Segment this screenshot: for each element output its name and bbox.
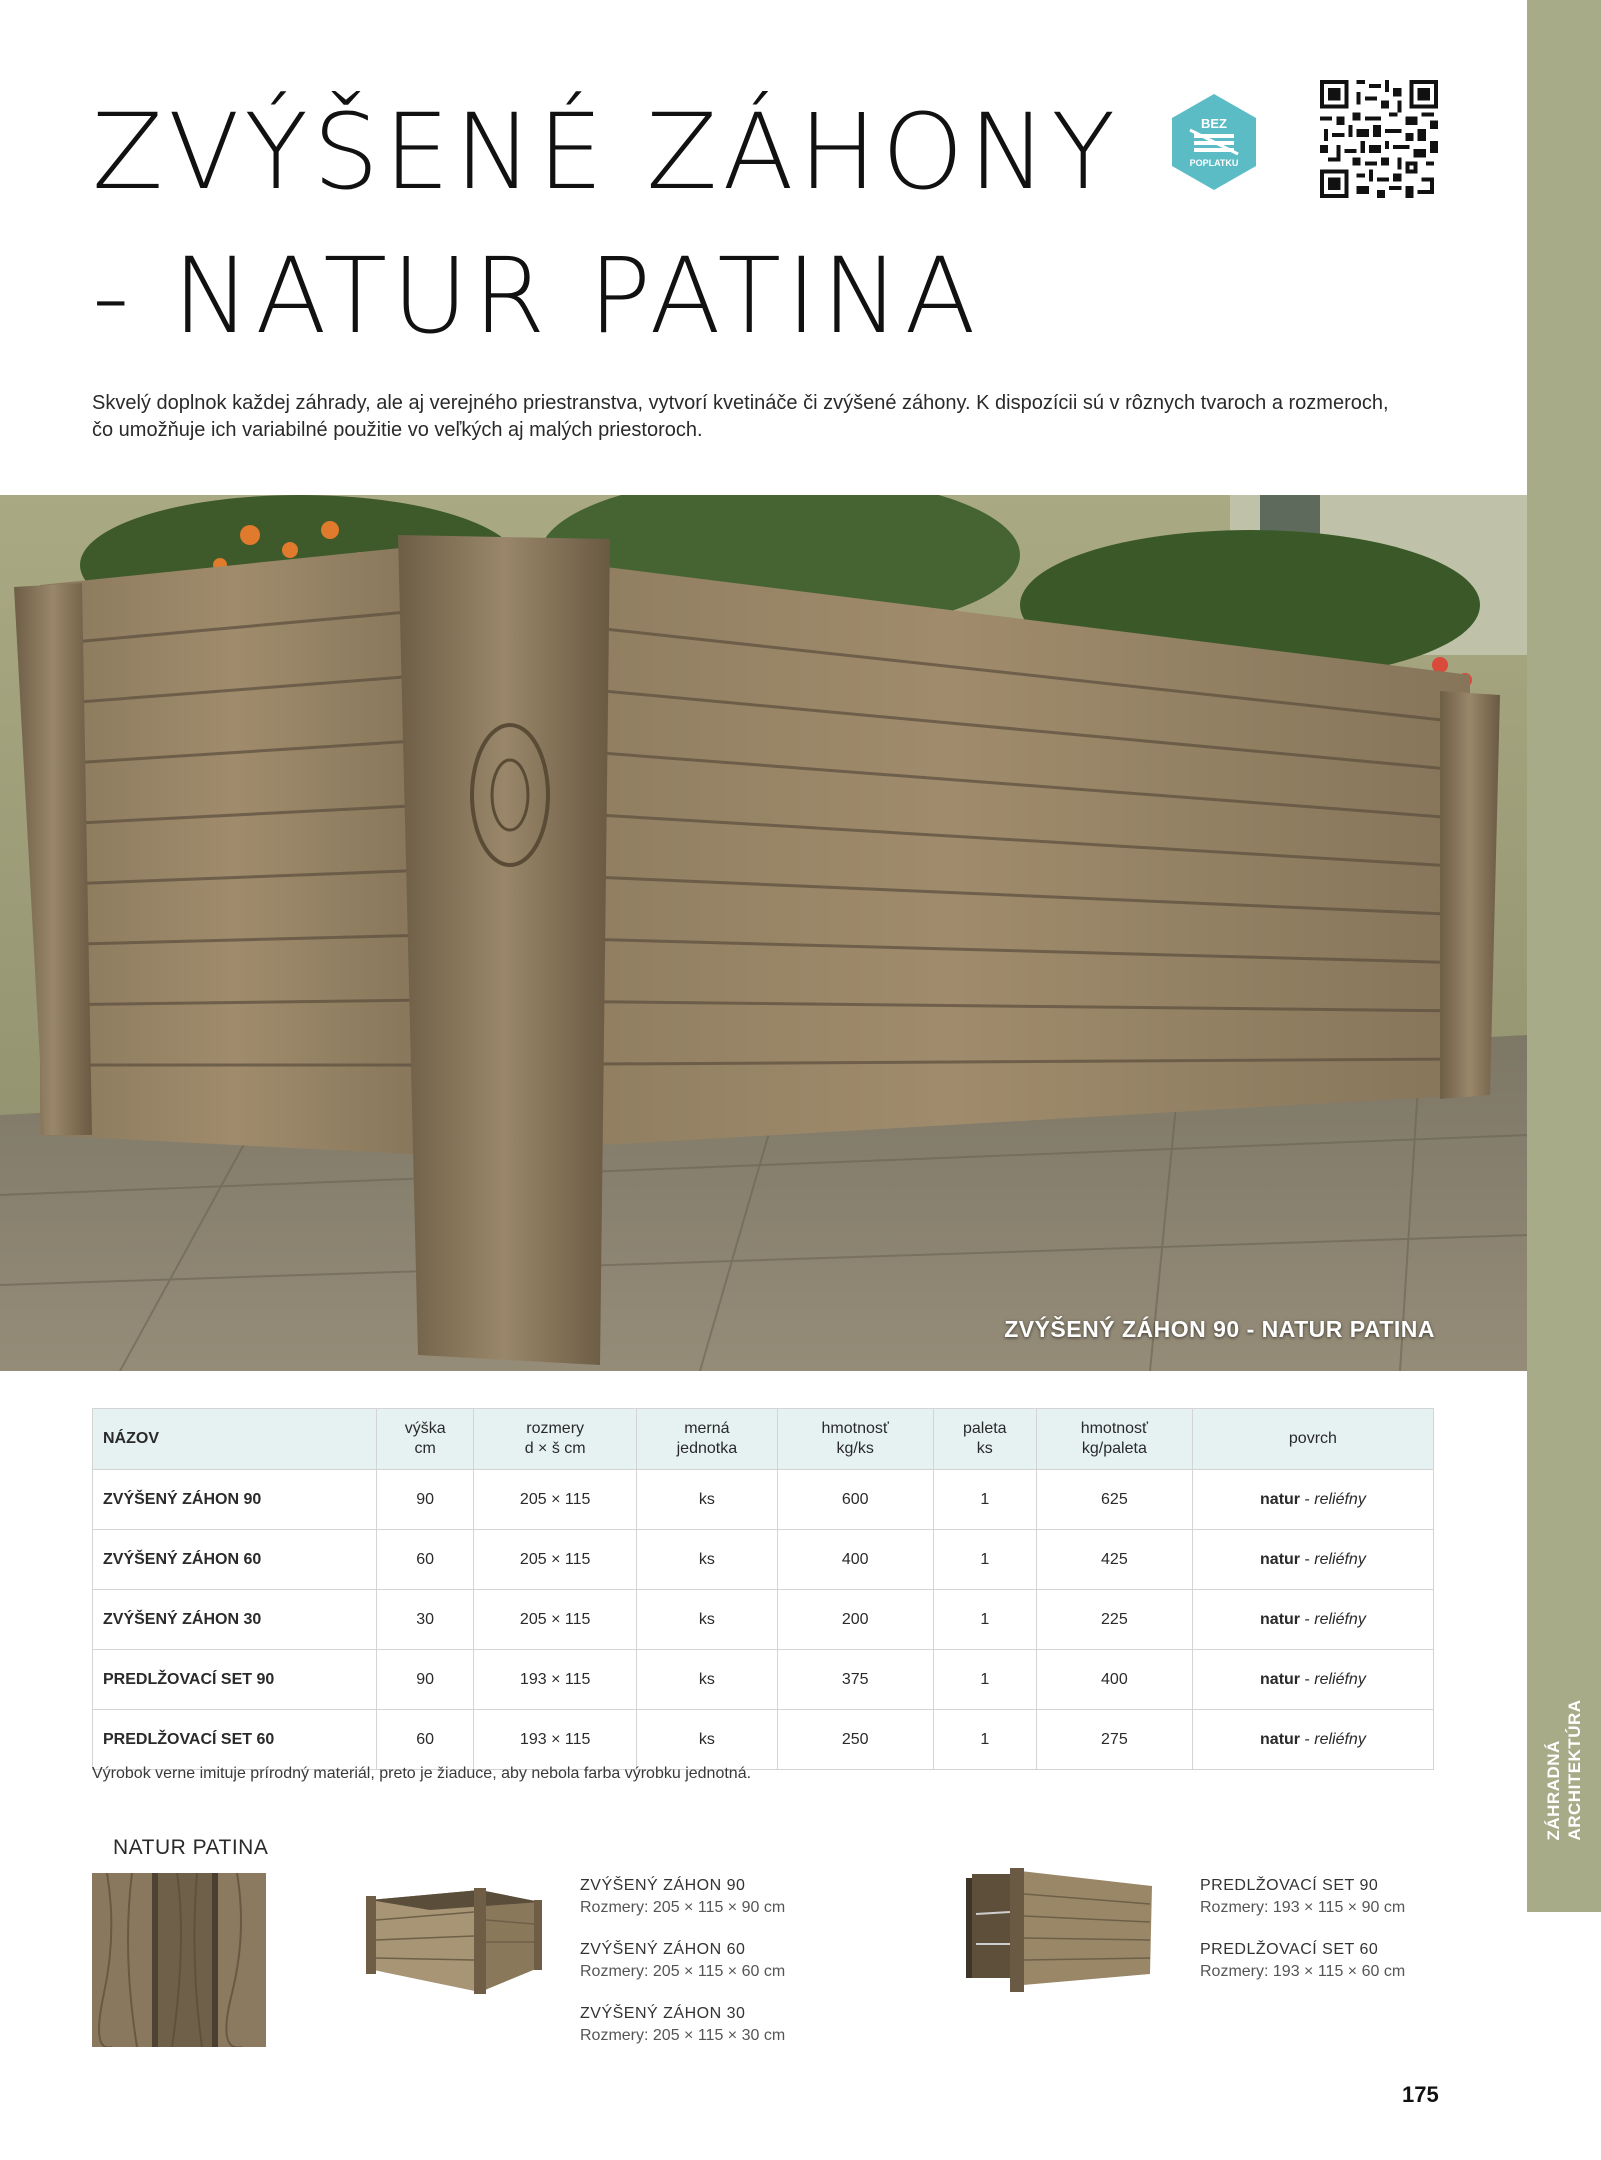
cell-dimensions: 205 × 115 (474, 1590, 637, 1650)
cell-pallet: 1 (933, 1650, 1036, 1710)
cell-unit: ks (637, 1650, 778, 1710)
cell-height: 60 (377, 1530, 474, 1590)
cell-surface: natur - reliéfny (1192, 1530, 1433, 1590)
cell-height: 90 (377, 1650, 474, 1710)
raised-bed-product-image (360, 1880, 546, 2000)
product-dimensions: Rozmery: 193 × 115 × 90 cm (1200, 1899, 1406, 1916)
intro-line2: čo umožňuje ich variabilné použitie vo veľkých aj malých priestoroch. (92, 419, 703, 441)
page-title (92, 80, 1192, 368)
col-header-surface: povrch (1192, 1409, 1433, 1470)
raised-bed-illustration (0, 495, 1527, 1371)
cell-weight-pallet: 625 (1036, 1470, 1192, 1530)
sidebar-section-label (1527, 1700, 1601, 1840)
badge-text-line1: BEZ (1201, 116, 1227, 131)
wood-texture-swatch (92, 1873, 266, 2047)
product-dimensions: Rozmery: 205 × 115 × 60 cm (580, 1963, 786, 1980)
col-header-name: NÁZOV (93, 1409, 377, 1470)
product-dimensions: Rozmery: 193 × 115 × 60 cm (1200, 1963, 1406, 1980)
col-header-unit: merná jednotka (637, 1409, 778, 1470)
cell-name: ZVÝŠENÝ ZÁHON 90 (93, 1470, 377, 1530)
hero-caption: ZVÝŠENÝ ZÁHON 90 - NATUR PATINA (1004, 1316, 1435, 1342)
sidebar-label-line1: ZÁHRADNÁ (1544, 1740, 1563, 1841)
list-item (580, 1875, 785, 1919)
product-list-raised-beds (580, 1875, 785, 2067)
cell-weight-piece: 375 (777, 1650, 933, 1710)
list-item (1200, 1875, 1405, 1919)
cell-unit: ks (637, 1710, 778, 1770)
page-number: 175 (1402, 2082, 1439, 2107)
sidebar-band (1527, 0, 1601, 1912)
product-name: PREDLŽOVACÍ SET 60 (1200, 1941, 1379, 1958)
col-header-weight-pallet: hmotnosť kg/paleta (1036, 1409, 1192, 1470)
qr-code-icon[interactable] (1320, 80, 1438, 198)
cell-height: 90 (377, 1470, 474, 1530)
cell-name: PREDLŽOVACÍ SET 90 (93, 1650, 377, 1710)
table-header-row (93, 1409, 1434, 1470)
col-header-weight-piece: hmotnosť kg/ks (777, 1409, 933, 1470)
cell-name: ZVÝŠENÝ ZÁHON 60 (93, 1530, 377, 1590)
no-fee-badge (1168, 92, 1260, 192)
list-item (580, 1939, 785, 1983)
cell-unit: ks (637, 1530, 778, 1590)
product-name: PREDLŽOVACÍ SET 90 (1200, 1877, 1379, 1894)
sidebar-label-line2: ARCHITEKTÚRA (1565, 1699, 1584, 1841)
table-note: Výrobok verne imituje prírodný materiál, preto je žiaduce, aby nebola farba výrobku jednotná. (92, 1765, 752, 1782)
cell-dimensions: 205 × 115 (474, 1470, 637, 1530)
product-list-extension-sets (1200, 1875, 1405, 2003)
cell-unit: ks (637, 1590, 778, 1650)
cell-name: ZVÝŠENÝ ZÁHON 30 (93, 1590, 377, 1650)
col-header-dimensions: rozmery d × š cm (474, 1409, 637, 1470)
cell-weight-piece: 400 (777, 1530, 933, 1590)
cell-unit: ks (637, 1470, 778, 1530)
cell-pallet: 1 (933, 1530, 1036, 1590)
cell-pallet: 1 (933, 1710, 1036, 1770)
badge-text-line2: POPLATKU (1189, 158, 1239, 168)
product-dimensions: Rozmery: 205 × 115 × 90 cm (580, 1899, 786, 1916)
hero-photo (0, 495, 1527, 1371)
cell-weight-pallet: 425 (1036, 1530, 1192, 1590)
list-item (580, 2003, 785, 2047)
cell-height: 30 (377, 1590, 474, 1650)
specification-table (92, 1408, 1434, 1770)
cell-weight-piece: 200 (777, 1590, 933, 1650)
title-line1: ZVÝŠENÉ ZÁHONY (92, 91, 1120, 213)
cell-surface: natur - reliéfny (1192, 1590, 1433, 1650)
col-header-pallet: paleta ks (933, 1409, 1036, 1470)
table-row (93, 1530, 1434, 1590)
title-line2: - NATUR PATINA (92, 235, 981, 357)
cell-weight-piece: 600 (777, 1470, 933, 1530)
product-dimensions: Rozmery: 205 × 115 × 30 cm (580, 2027, 786, 2044)
product-name: ZVÝŠENÝ ZÁHON 30 (580, 2005, 746, 2022)
cell-surface: natur - reliéfny (1192, 1710, 1433, 1770)
table-row (93, 1650, 1434, 1710)
cell-weight-pallet: 275 (1036, 1710, 1192, 1770)
list-item (1200, 1939, 1405, 1983)
cell-pallet: 1 (933, 1590, 1036, 1650)
cell-weight-pallet: 225 (1036, 1590, 1192, 1650)
product-name: ZVÝŠENÝ ZÁHON 60 (580, 1941, 746, 1958)
cell-name: PREDLŽOVACÍ SET 60 (93, 1710, 377, 1770)
product-name: ZVÝŠENÝ ZÁHON 90 (580, 1877, 746, 1894)
cell-height: 60 (377, 1710, 474, 1770)
cell-surface: natur - reliéfny (1192, 1650, 1433, 1710)
intro-line1: Skvelý doplnok každej záhrady, ale aj verejného priestranstva, vytvorí kvetináče či zvýšené záhony. K dispozícii sú v rôznych tvaroch a rozmeroch, (92, 392, 1389, 414)
intro-paragraph (92, 390, 1422, 444)
cell-surface: natur - reliéfny (1192, 1470, 1433, 1530)
col-header-height: výška cm (377, 1409, 474, 1470)
cell-dimensions: 193 × 115 (474, 1710, 637, 1770)
cell-dimensions: 193 × 115 (474, 1650, 637, 1710)
table-row (93, 1470, 1434, 1530)
cell-pallet: 1 (933, 1470, 1036, 1530)
cell-dimensions: 205 × 115 (474, 1530, 637, 1590)
extension-set-product-image (962, 1864, 1154, 2000)
table-row (93, 1590, 1434, 1650)
table-row (93, 1710, 1434, 1770)
cell-weight-pallet: 400 (1036, 1650, 1192, 1710)
swatch-label: NATUR PATINA (113, 1836, 269, 1859)
cell-weight-piece: 250 (777, 1710, 933, 1770)
